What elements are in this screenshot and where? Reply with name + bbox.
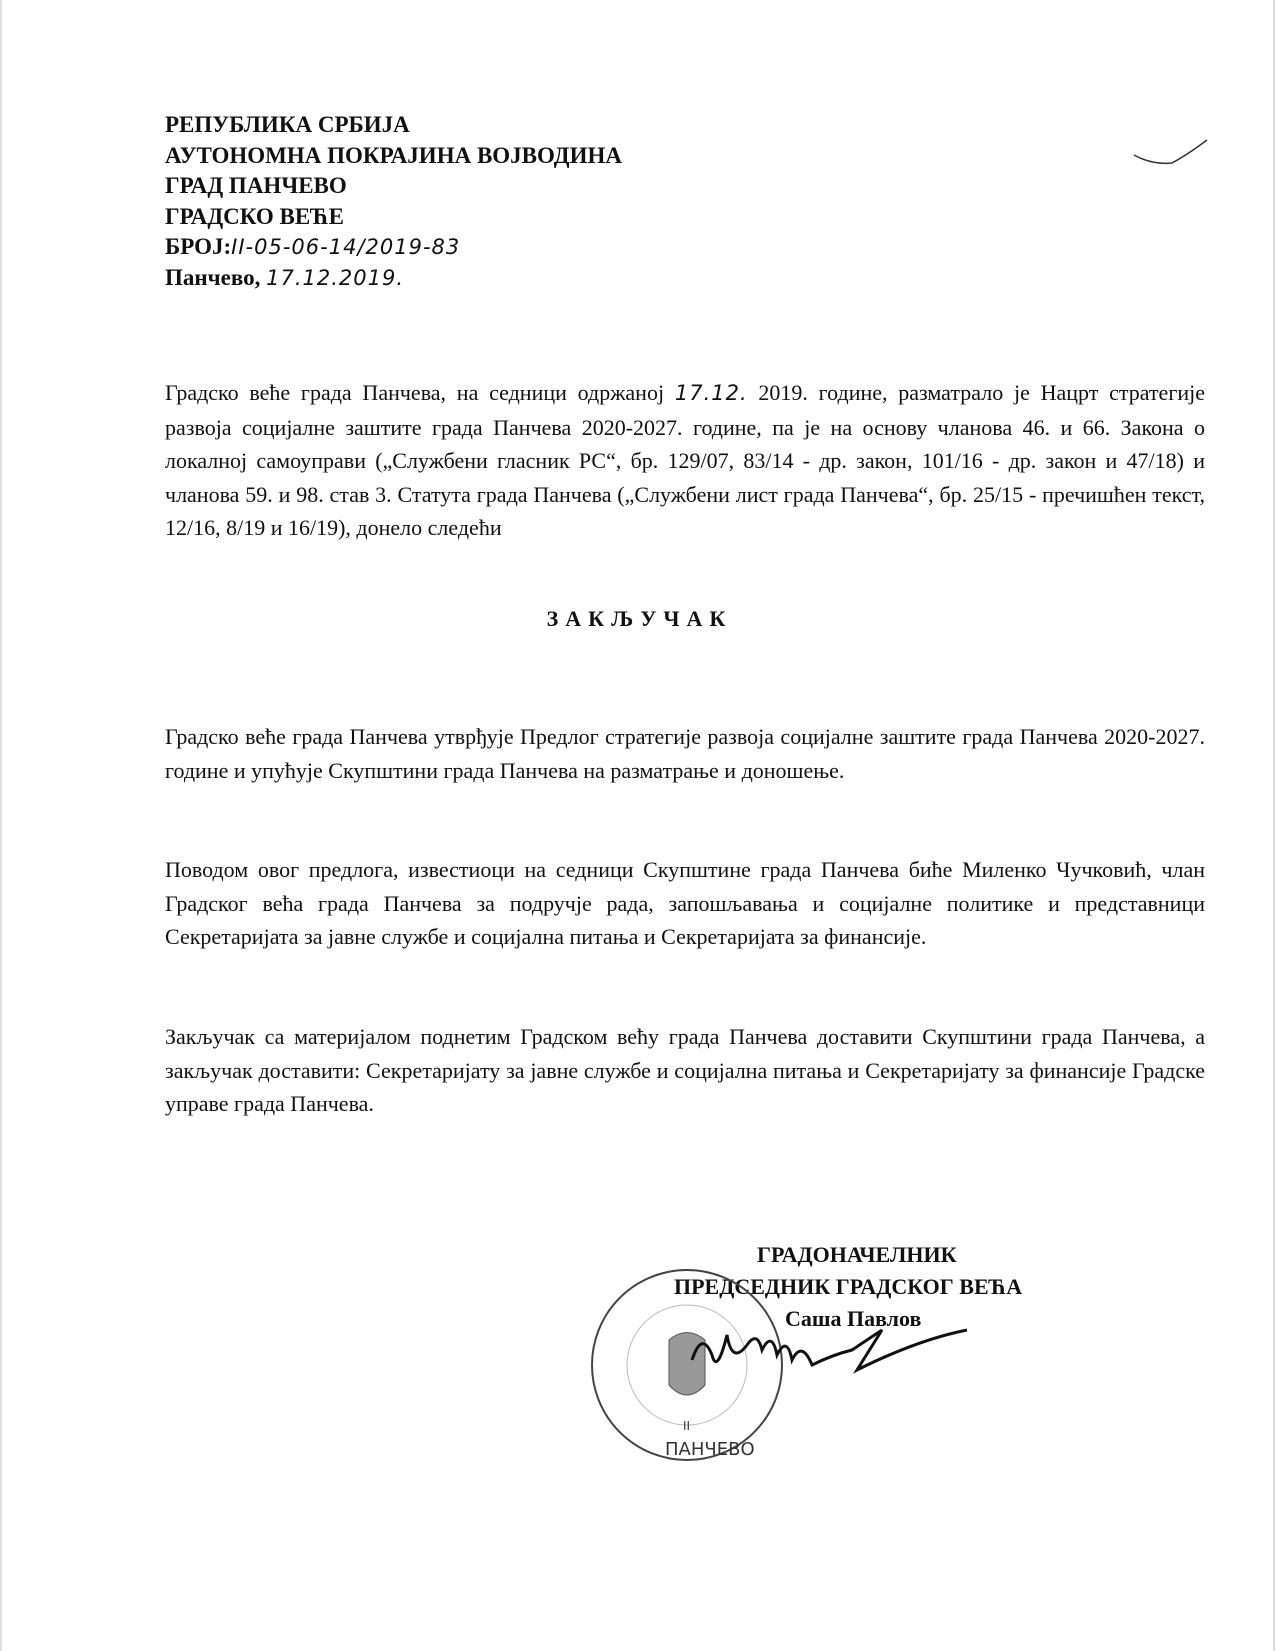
signatory-name: Саша Павлов [785,1306,922,1331]
header-council: ГРАДСКО ВЕЋЕ [165,203,344,229]
document-date: Панчево, 17.12.2019. [165,264,405,290]
document-header [165,110,622,293]
handwritten-number: II-05-06-14/2019-83 [231,235,461,259]
document-title: ЗАКЉУЧАК [546,606,733,631]
document-number: БРОЈ:II-05-06-14/2019-83 [165,234,461,259]
header-city: ГРАД ПАНЧЕВО [165,173,347,198]
handwritten-session-date: 17.12. [674,381,748,405]
header-republic: РЕПУБЛИКА СРБИЈА [165,112,410,137]
paragraph-2: Поводом овог предлога, известиоци на седници Скупштине града Панчева биће Миленко Чучковић, члан Градског већа града Панчева за подручје рада, запошљавања и социјалне политике и представници Секретаријата за јавне службе и социјална питања и Секретаријата за финансије. [165,857,1205,949]
paragraph-3: Закључак са материјалом поднетим Градском већу града Панчева доставити Скупштини града Панчева, а закључак доставити: Секретаријату за јавне службе и социјална питања и Секретаријату за финансије Градске управе града Панчева. [165,1024,1205,1116]
handwritten-date: 17.12.2019. [266,265,405,290]
header-province: АУТОНОМНА ПОКРАЈИНА ВОЈВОДИНА [165,142,622,168]
pen-mark-icon [1132,135,1212,175]
seal-number: II [683,1419,691,1433]
signature-title-1: ГРАДОНАЧЕЛНИК [757,1242,957,1267]
intro-paragraph: Градско веће града Панчева, на седници одржаној 17.12. 2019. године, разматрало је Нацрт стратегије развоја социјалне заштите града Панчева 2020-2027. године, па је на основу чланова 46. и 66. Закона о локалној самоуправи („Службени гласник РС“, бр. 129/07, 83/14 - др. закон, 101/16 - др. закон и 47/18) и чланова 59. и 98. став 3. Статута града Панчева („Службени лист града Панчева“, бр. 25/15 - пречишћен текст, 12/16, 8/19 и 16/19), донело следећи [165,380,1205,540]
signature-title-2: ПРЕДСЕДНИК ГРАДСКОГ ВЕЋА [674,1274,1023,1299]
handwritten-signature-icon [682,1320,1022,1380]
seal-bottom-text: ПАНЧЕВО [665,1439,755,1460]
paragraph-1: Градско веће града Панчева утврђује Предлог стратегије развоја социјалне заштите града Панчева 2020-2027. године и упућује Скупштини града Панчева на разматрање и доношење. [165,724,1205,783]
